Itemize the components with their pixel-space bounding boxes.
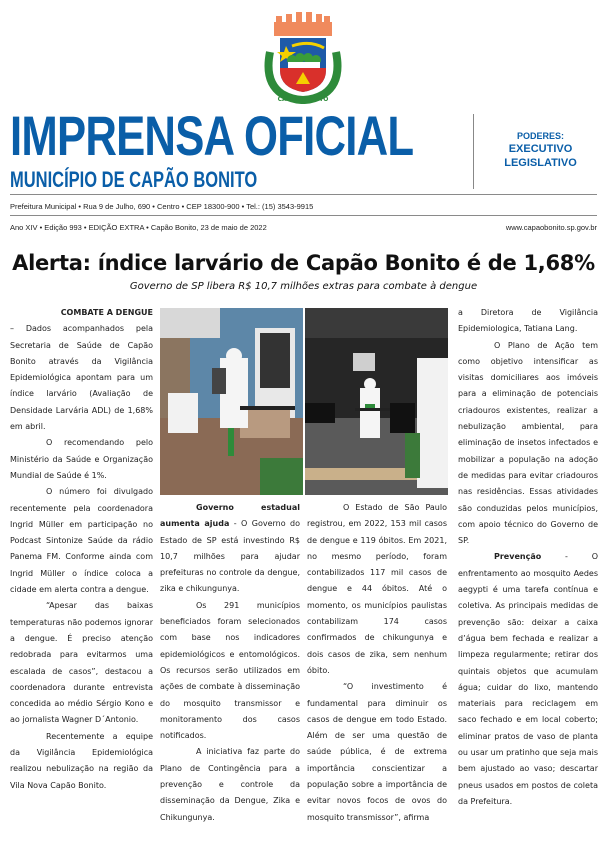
header-divider bbox=[473, 114, 474, 189]
photo-nebulization-yard bbox=[160, 308, 303, 495]
paragraph: “O investimento é fundamental para diminuir os casos de dengue em todo Estado. Além de ser uma questão de saúde pública, é de extrema importância conscientizar a população sobre a importância de evitar novos focos de ovos do mosquito transmissor”, afirma bbox=[307, 682, 447, 822]
article-column-4 bbox=[458, 305, 598, 810]
masthead-title: IMPRENSA OFICIAL bbox=[10, 104, 414, 167]
paragraph: Os 291 municípios beneficiados foram selecionados com base nos indicadores epidemiológicos e entomológicos. Os recursos serão utilizados em ações de combate à disseminação do mosquito transmissor e monitoramento dos casos notificados. bbox=[160, 600, 300, 741]
article-headline: Alerta: índice larvário de Capão Bonito é de 1,68% bbox=[12, 251, 595, 275]
poderes-legislativo: LEGISLATIVO bbox=[504, 157, 577, 169]
article-column-1 bbox=[10, 305, 153, 794]
city-crest-logo bbox=[262, 12, 344, 104]
article-subheadline: Governo de SP libera R$ 10,7 milhões extras para combate à dengue bbox=[129, 281, 478, 292]
article-column-3 bbox=[307, 500, 447, 826]
header-rule-mid bbox=[10, 215, 597, 216]
subsection-heading: Governo estadual aumenta ajuda bbox=[160, 503, 300, 529]
edition-line: Ano XIV • Edição 993 • EDIÇÃO EXTRA • Capão Bonito, 23 de maio de 2022 bbox=[10, 223, 267, 232]
website-link[interactable]: www.capaobonito.sp.gov.br bbox=[505, 223, 597, 232]
paragraph: - O enfrentamento ao mosquito Aedes aegypti é uma tarefa contínua e coletiva. As principais medidas de prevenção são: deixar a caixa d’água bem fechada e realizar a limpeza regularmente; retirar dos quintais objetos que acumulam água; cuidar do lixo, mantendo materiais para reciclagem em saco fechado e em local coberto; eliminar pratos de vaso de planta ou usar um pratinho que seja mais bem ajustado ao vaso; descartar pneus usados em postos de coleta da Prefeitura. bbox=[458, 552, 598, 806]
paragraph: O Plano de Ação tem como objetivo intensificar as visitas domiciliares aos imóveis para a eliminação de potenciais criadouros existentes, realizar a nebulização ambiental, para eliminação de insetos infectados e mobilizar a população na adoção de medidas para evitar criadouros nas residências. Essas atividades são conduzidas pelos municípios, com apoio técnico do Governo de SP. bbox=[458, 340, 598, 546]
subsection-heading: Prevenção bbox=[494, 552, 542, 562]
svg-text:CAPÃO BONITO: CAPÃO BONITO bbox=[277, 96, 329, 103]
photo-nebulization-hall bbox=[305, 308, 448, 495]
paragraph: a Diretora de Vigilância Epidemiologica, Tatiana Lang. bbox=[458, 308, 598, 334]
paragraph: O número foi divulgado recentemente pela coordenadora Ingrid Müller em participação no Podcast Sintonize Saúde da rádio Panema FM. Conforme ainda com Ingrid Müller o índice coloca a cidade em alerta contra a dengue. bbox=[10, 487, 153, 595]
poderes-label: PODERES: bbox=[516, 131, 564, 141]
poderes-executivo: EXECUTIVO bbox=[508, 143, 573, 155]
masthead-subtitle: MUNICÍPIO DE CAPÃO BONITO bbox=[10, 167, 258, 192]
poderes-block bbox=[478, 130, 603, 170]
header-rule-top bbox=[10, 194, 597, 195]
paragraph: – Dados acompanhados pela Secretaria de Saúde de Capão Bonito através da Vigilância Epidemiológica apontam para um índice larvário (Avaliação de Densidade Larvária ADL) de 1,68% em abril. bbox=[10, 324, 153, 432]
paragraph: Recentemente a equipe da Vigilância Epidemiológica realizou nebulização na região da Vila Nova Capão Bonito. bbox=[10, 731, 153, 790]
paragraph: “Apesar das baixas temperaturas não podemos ignorar a dengue. É preciso atenção redobrada para evitarmos uma escalada de casos”, destacou a coordenadora durante entrevista concedida ao médio Sérgio Kono e ao jornalista Wagner D´Antonio. bbox=[10, 601, 153, 725]
paragraph: - O Governo do Estado de SP está investindo R$ 10,7 milhões para ajudar prefeituras no controle da dengue, zika e chikungunya. bbox=[160, 519, 300, 594]
article-column-2 bbox=[160, 500, 300, 826]
section-heading: COMBATE A DENGUE bbox=[60, 308, 153, 317]
address-line: Prefeitura Municipal • Rua 9 de Julho, 690 • Centro • CEP 18300-900 • Tel.: (15) 3543-9915 bbox=[10, 202, 314, 211]
paragraph: O Estado de São Paulo registrou, em 2022, 153 mil casos de dengue e 119 óbitos. Em 2021, no mesmo período, foram contabilizados 117 mil casos de dengue e 44 óbitos. Até o momento, os municípios paulistas contabilizam 174 casos confirmados de chikungunya e dois casos de zika, sem nenhum óbito. bbox=[307, 503, 447, 675]
paragraph: A iniciativa faz parte do Plano de Contingência para a prevenção e controle da disseminação da Dengue, Zika e Chikungunya. bbox=[160, 747, 300, 822]
paragraph: O recomendando pelo Ministério da Saúde e Organização Mundial de Saúde é 1%. bbox=[10, 438, 153, 480]
